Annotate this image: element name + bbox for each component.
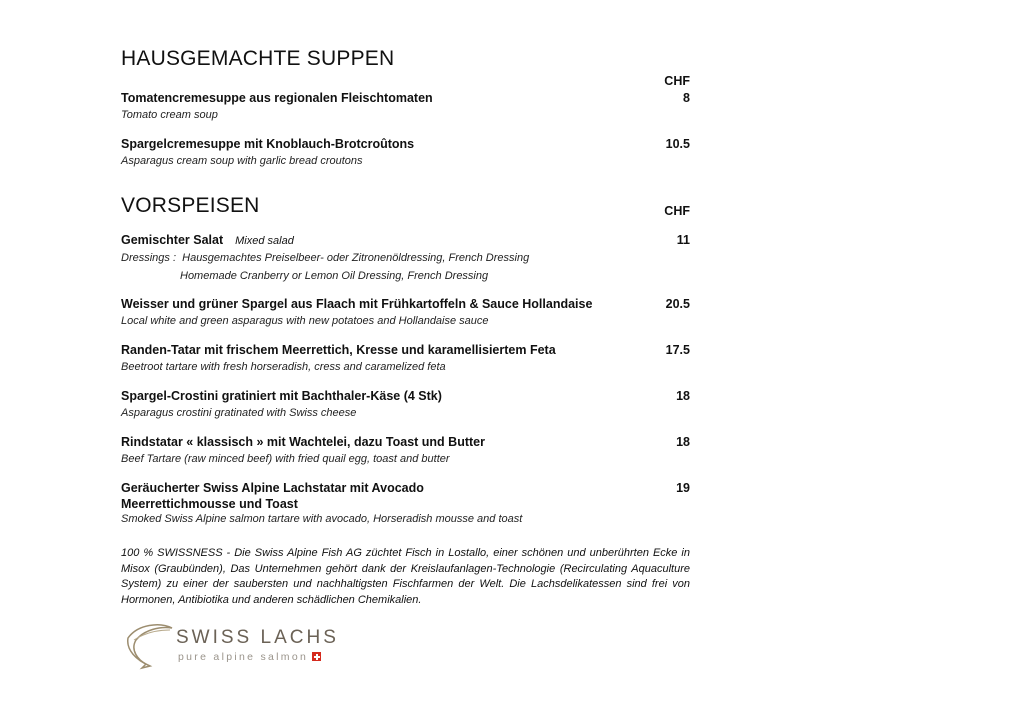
item-description: Smoked Swiss Alpine salmon tartare with avocado, Horseradish mousse and toast bbox=[121, 513, 523, 525]
salmon-logo-icon bbox=[124, 620, 174, 670]
logo-tagline: pure alpine salmon bbox=[178, 651, 309, 663]
item-price: 18 bbox=[676, 389, 690, 403]
item-name: Randen-Tatar mit frischem Meerrettich, Kresse und karamellisiertem Feta bbox=[121, 343, 556, 357]
item-price: 8 bbox=[683, 91, 690, 105]
dressings-en: Homemade Cranberry or Lemon Oil Dressing, French Dressing bbox=[180, 270, 489, 282]
menu-item bbox=[121, 388, 690, 422]
menu-content bbox=[121, 46, 690, 670]
item-description: Local white and green asparagus with new potatoes and Hollandaise sauce bbox=[121, 315, 489, 327]
item-description: Asparagus cream soup with garlic bread croutons bbox=[121, 155, 363, 167]
item-name: Rindstatar « klassisch » mit Wachtelei, dazu Toast und Butter bbox=[121, 435, 485, 449]
item-name: Tomatencremesuppe aus regionalen Fleischtomaten bbox=[121, 91, 433, 105]
item-name: Spargelcremesuppe mit Knoblauch-Brotcroûtons bbox=[121, 137, 415, 151]
item-description: Asparagus crostini gratinated with Swiss cheese bbox=[121, 407, 357, 419]
section-title-soups: HAUSGEMACHTE SUPPEN bbox=[121, 47, 395, 70]
item-name: Gemischter Salat bbox=[121, 233, 224, 247]
item-price: 18 bbox=[676, 435, 690, 449]
menu-item bbox=[121, 480, 690, 527]
item-price: 10.5 bbox=[665, 137, 690, 151]
logo-brand: SWISS LACHS bbox=[176, 627, 339, 648]
item-name: Weisser und grüner Spargel aus Flaach mit Frühkartoffeln & Sauce Hollandaise bbox=[121, 297, 593, 311]
item-price: 19 bbox=[676, 481, 690, 495]
menu-item bbox=[121, 136, 690, 170]
swissness-note: 100 % SWISSNESS - Die Swiss Alpine Fish AG züchtet Fisch in Lostallo, einer schönen und unberührten Ecke in Misox (Graubünden), Das Unternehmen gehört dank der Kreislaufanlagen-Technologie (Recirculating Aquaculture System) zu einer der saubersten und nachhaltigsten Fischfarmen der Welt. Die Lachsdelikatessen sind frei von Hormonen, Antibiotika und anderen schädlichen Chemikalien. bbox=[121, 547, 690, 606]
item-price: 20.5 bbox=[665, 297, 690, 311]
currency-label: CHF bbox=[664, 204, 690, 218]
section-title-starters: VORSPEISEN bbox=[121, 194, 260, 217]
dressings-de: Dressings : Hausgemachtes Preiselbeer- oder Zitronenöldressing, French Dressing bbox=[121, 252, 530, 264]
swiss-lachs-logo bbox=[124, 620, 690, 670]
item-description: Beetroot tartare with fresh horseradish, cress and caramelized feta bbox=[121, 361, 446, 373]
menu-item bbox=[121, 90, 690, 124]
item-name-en: Mixed salad bbox=[235, 235, 294, 247]
item-name: Spargel-Crostini gratiniert mit Bachthaler-Käse (4 Stk) bbox=[121, 389, 442, 403]
menu-item bbox=[121, 296, 690, 330]
item-description: Tomato cream soup bbox=[121, 109, 218, 121]
item-name: Geräucherter Swiss Alpine Lachstatar mit Avocado Meerrettichmousse und Toast bbox=[121, 481, 424, 511]
item-price: 11 bbox=[676, 233, 690, 247]
menu-item-salad bbox=[121, 232, 690, 285]
item-price: 17.5 bbox=[665, 343, 690, 357]
swiss-flag-icon bbox=[312, 652, 321, 661]
currency-label: CHF bbox=[664, 74, 690, 88]
menu-item bbox=[121, 434, 690, 468]
item-description: Beef Tartare (raw minced beef) with fried quail egg, toast and butter bbox=[121, 453, 450, 465]
menu-item bbox=[121, 342, 690, 376]
